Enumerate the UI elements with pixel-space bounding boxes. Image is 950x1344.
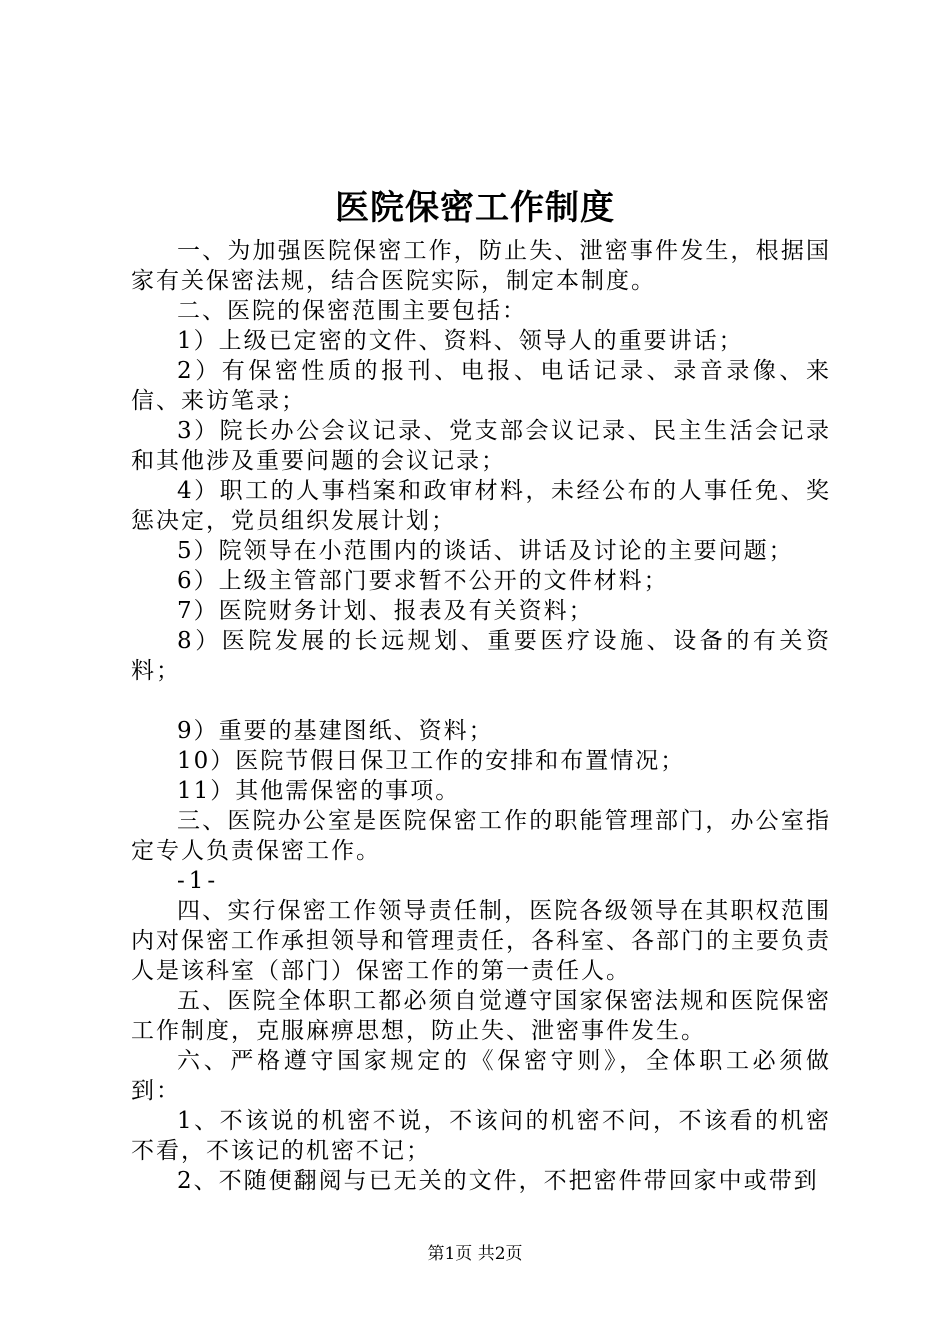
list-item: 1、不该说的机密不说，不该问的机密不问，不该看的机密不看，不该记的机密不记；: [131, 1108, 831, 1164]
list-item: 10）医院节假日保卫工作的安排和布置情况；: [177, 748, 686, 774]
list-item: 2）有保密性质的报刊、电报、电话记录、录音录像、来信、来访笔录；: [131, 358, 831, 414]
list-item: 6）上级主管部门要求暂不公开的文件材料；: [177, 568, 669, 594]
list-item: 7）医院财务计划、报表及有关资料；: [177, 598, 594, 624]
page-footer: 第1页 共2页: [427, 1244, 523, 1264]
list-item: 3）院长办公会议记录、党支部会议记录、民主生活会记录和其他涉及重要问题的会议记录；: [131, 418, 831, 474]
list-item: 4）职工的人事档案和政审材料，未经公布的人事任免、奖惩决定，党员组织发展计划；: [131, 478, 831, 534]
paragraph-office-responsibility: 三、医院办公室是医院保密工作的职能管理部门，办公室指定专人负责保密工作。: [131, 808, 831, 864]
paragraph-staff-compliance: 五、医院全体职工都必须自觉遵守国家保密法规和医院保密工作制度，克服麻痹思想，防止失、泄密事件发生。: [131, 988, 831, 1044]
list-item: 11）其他需保密的事项。: [177, 778, 461, 804]
list-item: 1）上级已定密的文件、资料、领导人的重要讲话；: [177, 328, 744, 354]
document-body: [131, 236, 831, 1196]
inline-page-number: -1-: [177, 868, 220, 894]
paragraph-leadership-responsibility: 四、实行保密工作领导责任制，医院各级领导在其职权范围内对保密工作承担领导和管理责任，各科室、各部门的主要负责人是该科室（部门）保密工作的第一责任人。: [131, 898, 831, 984]
document-title: 医院保密工作制度: [335, 188, 615, 228]
blank-line: [131, 686, 831, 716]
list-item: 8）医院发展的长远规划、重要医疗设施、设备的有关资料；: [131, 628, 831, 684]
paragraph-purpose: 一、为加强医院保密工作，防止失、泄密事件发生，根据国家有关保密法规，结合医院实际，制定本制度。: [131, 238, 831, 294]
paragraph-scope-heading: 二、医院的保密范围主要包括：: [177, 298, 527, 324]
list-item: 2、不随便翻阅与已无关的文件，不把密件带回家中或带到: [177, 1168, 819, 1194]
list-item: 9）重要的基建图纸、资料；: [177, 718, 494, 744]
list-item: 5）院领导在小范围内的谈话、讲话及讨论的主要问题；: [177, 538, 794, 564]
paragraph-secrecy-rules-heading: 六、严格遵守国家规定的《保密守则》，全体职工必须做到：: [131, 1048, 831, 1104]
